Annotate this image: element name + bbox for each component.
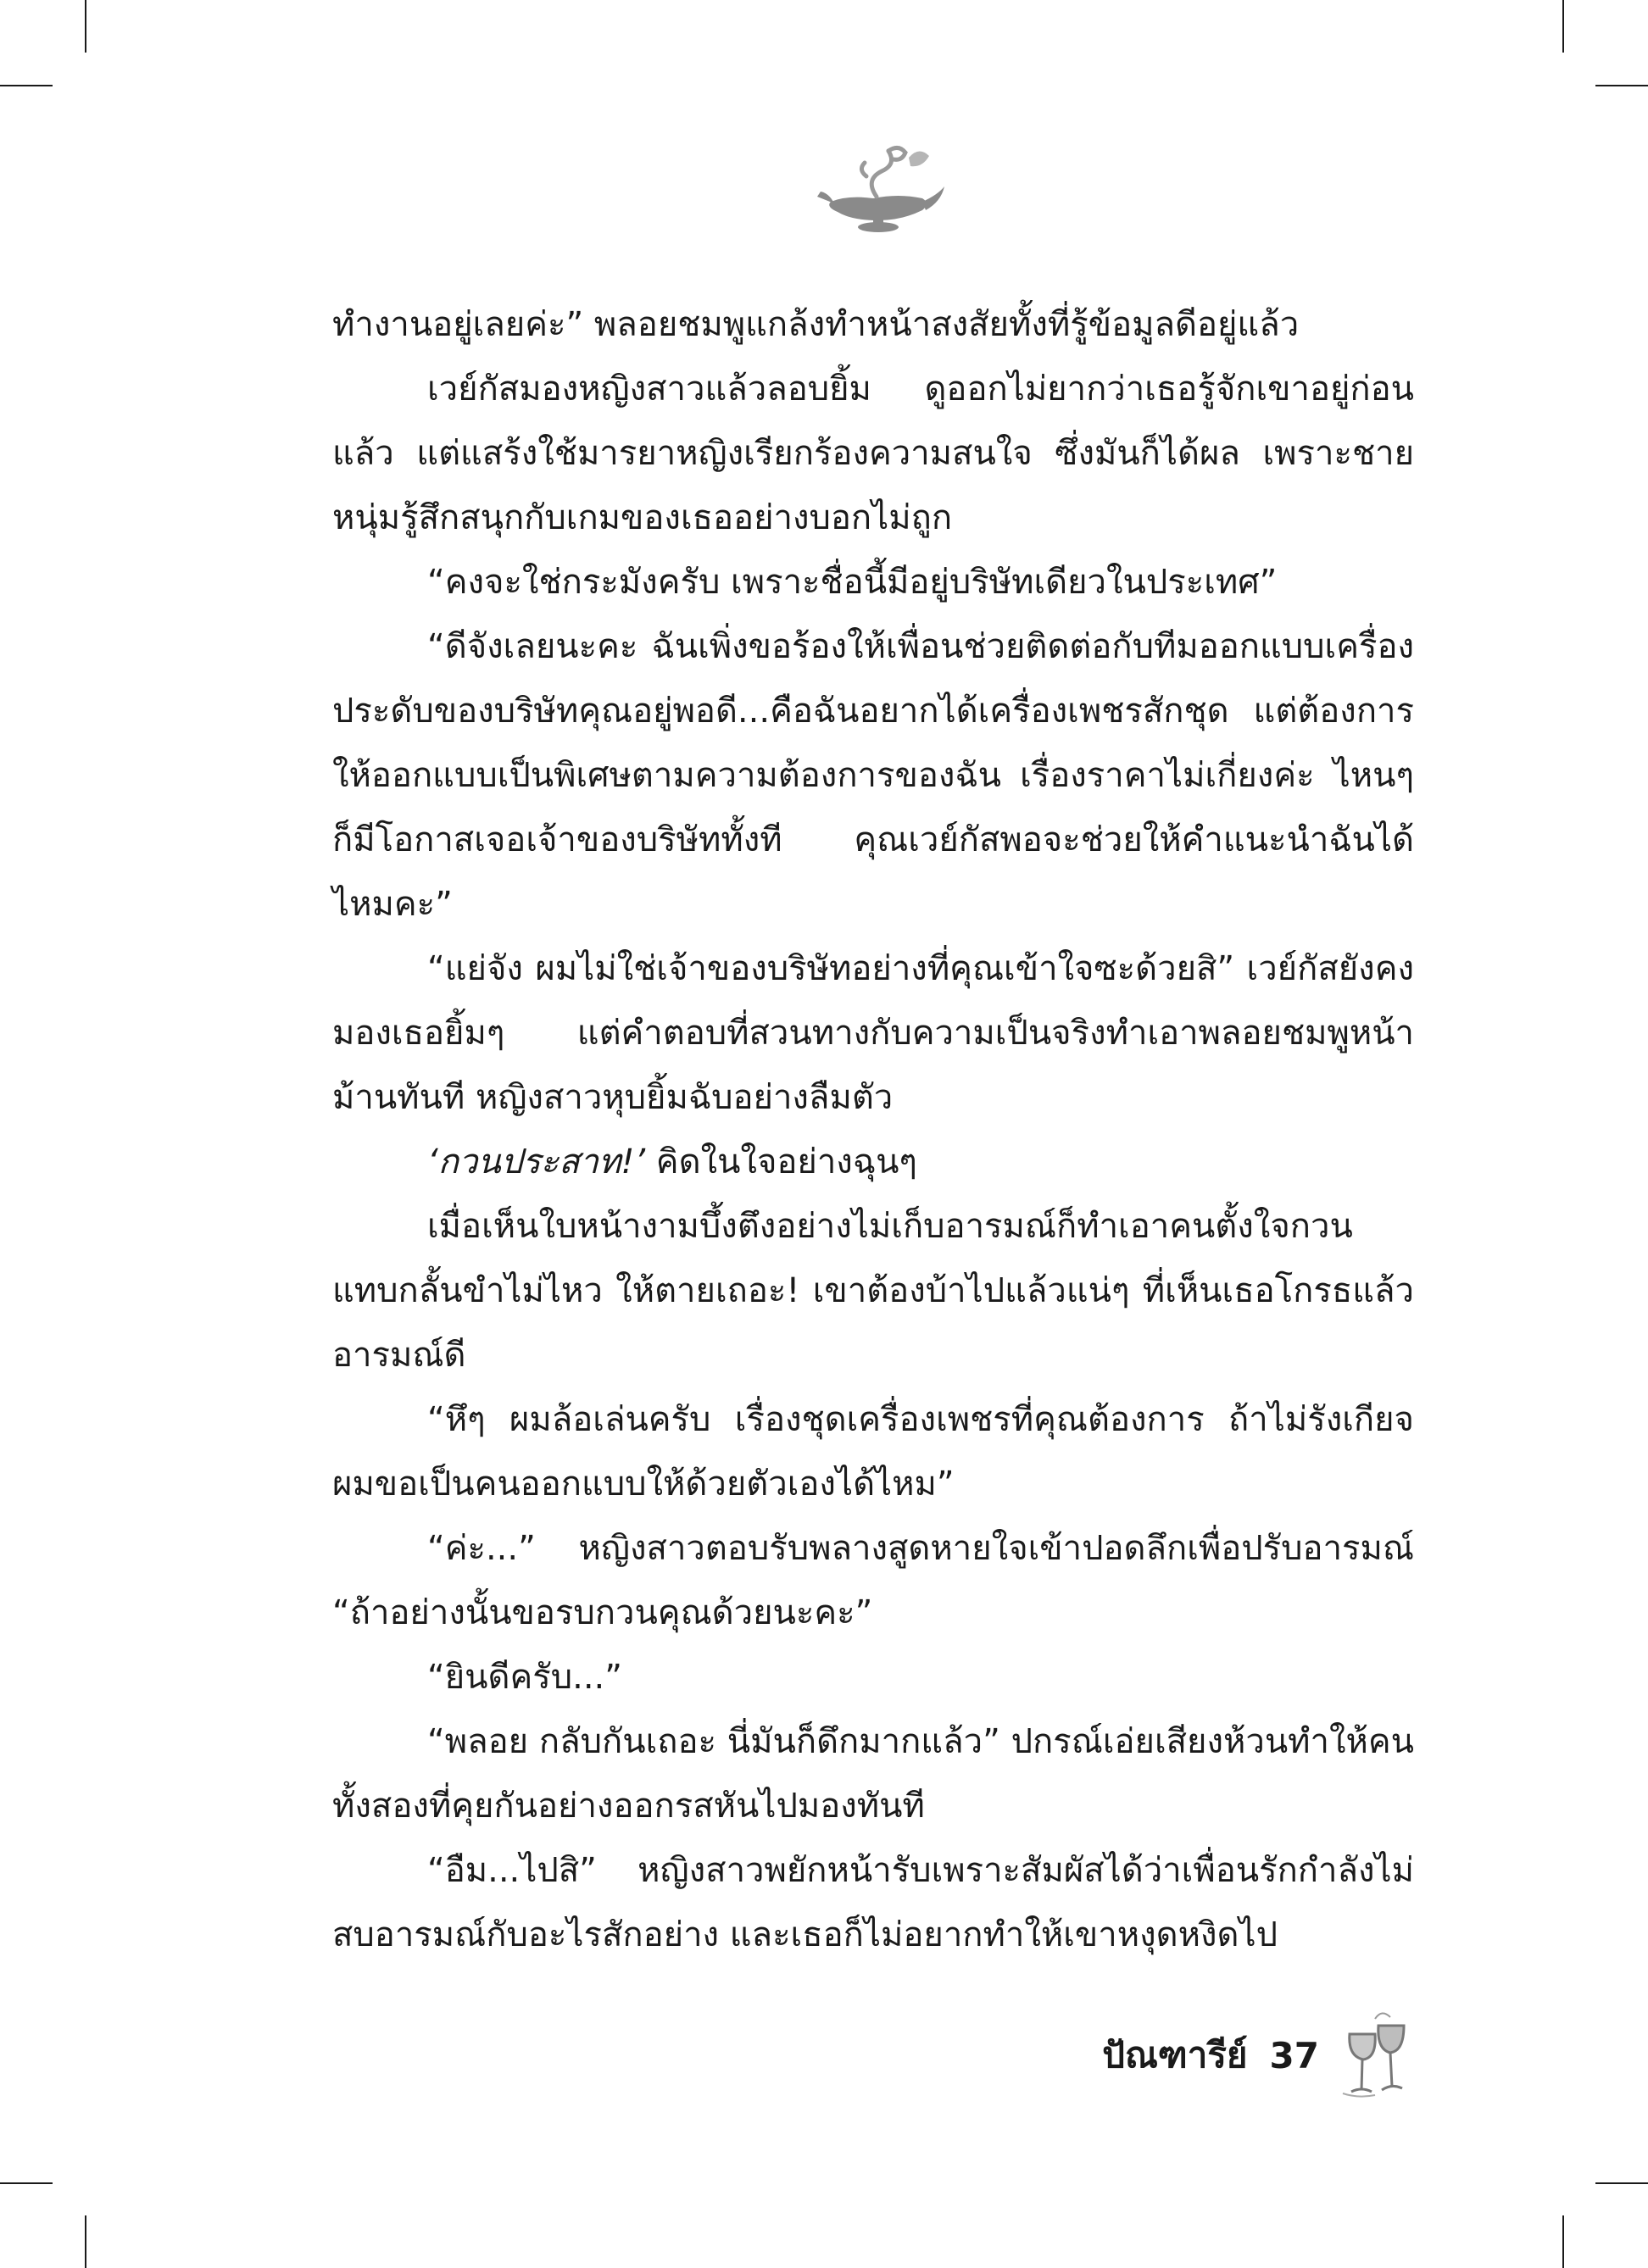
wine-glasses-icon [1341,2009,1411,2102]
page-number: 37 [1269,2034,1319,2076]
paragraph: “อืม...ไปสิ” หญิงสาวพยักหน้ารับเพราะสัมผัสได้ว่าเพื่อนรักกำลังไม่สบอารมณ์กับอะไรสักอย่าง และเธอก็ไม่อยากทำให้เขาหงุดหงิดไป [332,1851,1414,1954]
paragraph: “หึๆ ผมล้อเล่นครับ เรื่องชุดเครื่องเพชรที่คุณต้องการ ถ้าไม่รังเกียจผมขอเป็นคนออกแบบให้ด้วยตัวเองได้ไหม” [332,1400,1414,1504]
paragraph: เวย์กัสมองหญิงสาวแล้วลอบยิ้ม ดูออกไม่ยากว่าเธอรู้จักเขาอยู่ก่อนแล้ว แต่แสร้งใช้มารยาหญิงเรียกร้องความสนใจ ซึ่งมันก็ได้ผล เพราะชายหนุ่มรู้สึกสนุกกับเกมของเธออย่างบอกไม่ถูก [332,370,1414,537]
inner-thought: ‘กวนประสาท!’ [427,1142,646,1181]
paragraph [332,1130,1414,1194]
paragraph: “พลอย กลับกันเถอะ นี่มันก็ดึกมากแล้ว” ปกรณ์เอ่ยเสียงห้วนทำให้คนทั้งสองที่คุยกันอย่างออกรสหันไปมองทันที [332,1722,1414,1826]
crop-mark [1595,2182,1648,2184]
paragraph: “ดีจังเลยนะคะ ฉันเพิ่งขอร้องให้เพื่อนช่วยติดต่อกับทีมออกแบบเครื่องประดับของบริษัทคุณอยู่พอดี...คือฉันอยากได้เครื่องเพชรสักชุด แต่ต้องการให้ออกแบบเป็นพิเศษตามความต้องการของฉัน เรื่องราคาไม่เกี่ยงค่ะ ไหนๆ ก็มีโอกาสเจอเจ้าของบริษัททั้งที คุณเวย์กัสพอจะช่วยให้คำแนะนำฉันได้ไหมคะ” [332,627,1414,924]
crop-mark [1595,85,1648,86]
book-title: ปัณฑารีย์ [1102,2034,1248,2076]
crop-mark [85,2215,86,2268]
body-text [332,292,1414,1967]
paragraph-text: คิดในใจอย่างฉุนๆ [645,1142,917,1181]
paragraph: เมื่อเห็นใบหน้างามบึ้งตึงอย่างไม่เก็บอารมณ์ก็ทำเอาคนตั้งใจกวนแทบกลั้นขำไม่ไหว ให้ตายเถอะ! เขาต้องบ้าไปแล้วแน่ๆ ที่เห็นเธอโกรธแล้วอารมณ์ดี [332,1207,1414,1375]
crop-mark [1562,0,1564,53]
crop-mark [0,85,53,86]
crop-mark [85,0,86,53]
paragraph: “แย่จัง ผมไม่ใช่เจ้าของบริษัทอย่างที่คุณเข้าใจซะด้วยสิ” เวย์กัสยังคงมองเธอยิ้มๆ แต่คำตอบที่สวนทางกับความเป็นจริงทำเอาพลอยชมพูหน้าม้านทันที หญิงสาวหุบยิ้มฉับอย่างลืมตัว [332,949,1414,1117]
paragraph: “ค่ะ...” หญิงสาวตอบรับพลางสูดหายใจเข้าปอดลึกเพื่อปรับอารมณ์ “ถ้าอย่างนั้นขอรบกวนคุณด้วยนะคะ” [332,1529,1414,1632]
paragraph: ทำงานอยู่เลยค่ะ” พลอยชมพูแกล้งทำหน้าสงสัยทั้งที่รู้ข้อมูลดีอยู่แล้ว [332,305,1300,344]
crop-mark [1562,2215,1564,2268]
paragraph: “ยินดีครับ...” [427,1658,622,1697]
genie-lamp-icon [814,142,946,242]
page-footer [1102,2004,1411,2106]
paragraph: “คงจะใช่กระมังครับ เพราะชื่อนี้มีอยู่บริษัทเดียวในประเทศ” [427,563,1278,602]
crop-mark [0,2182,53,2184]
